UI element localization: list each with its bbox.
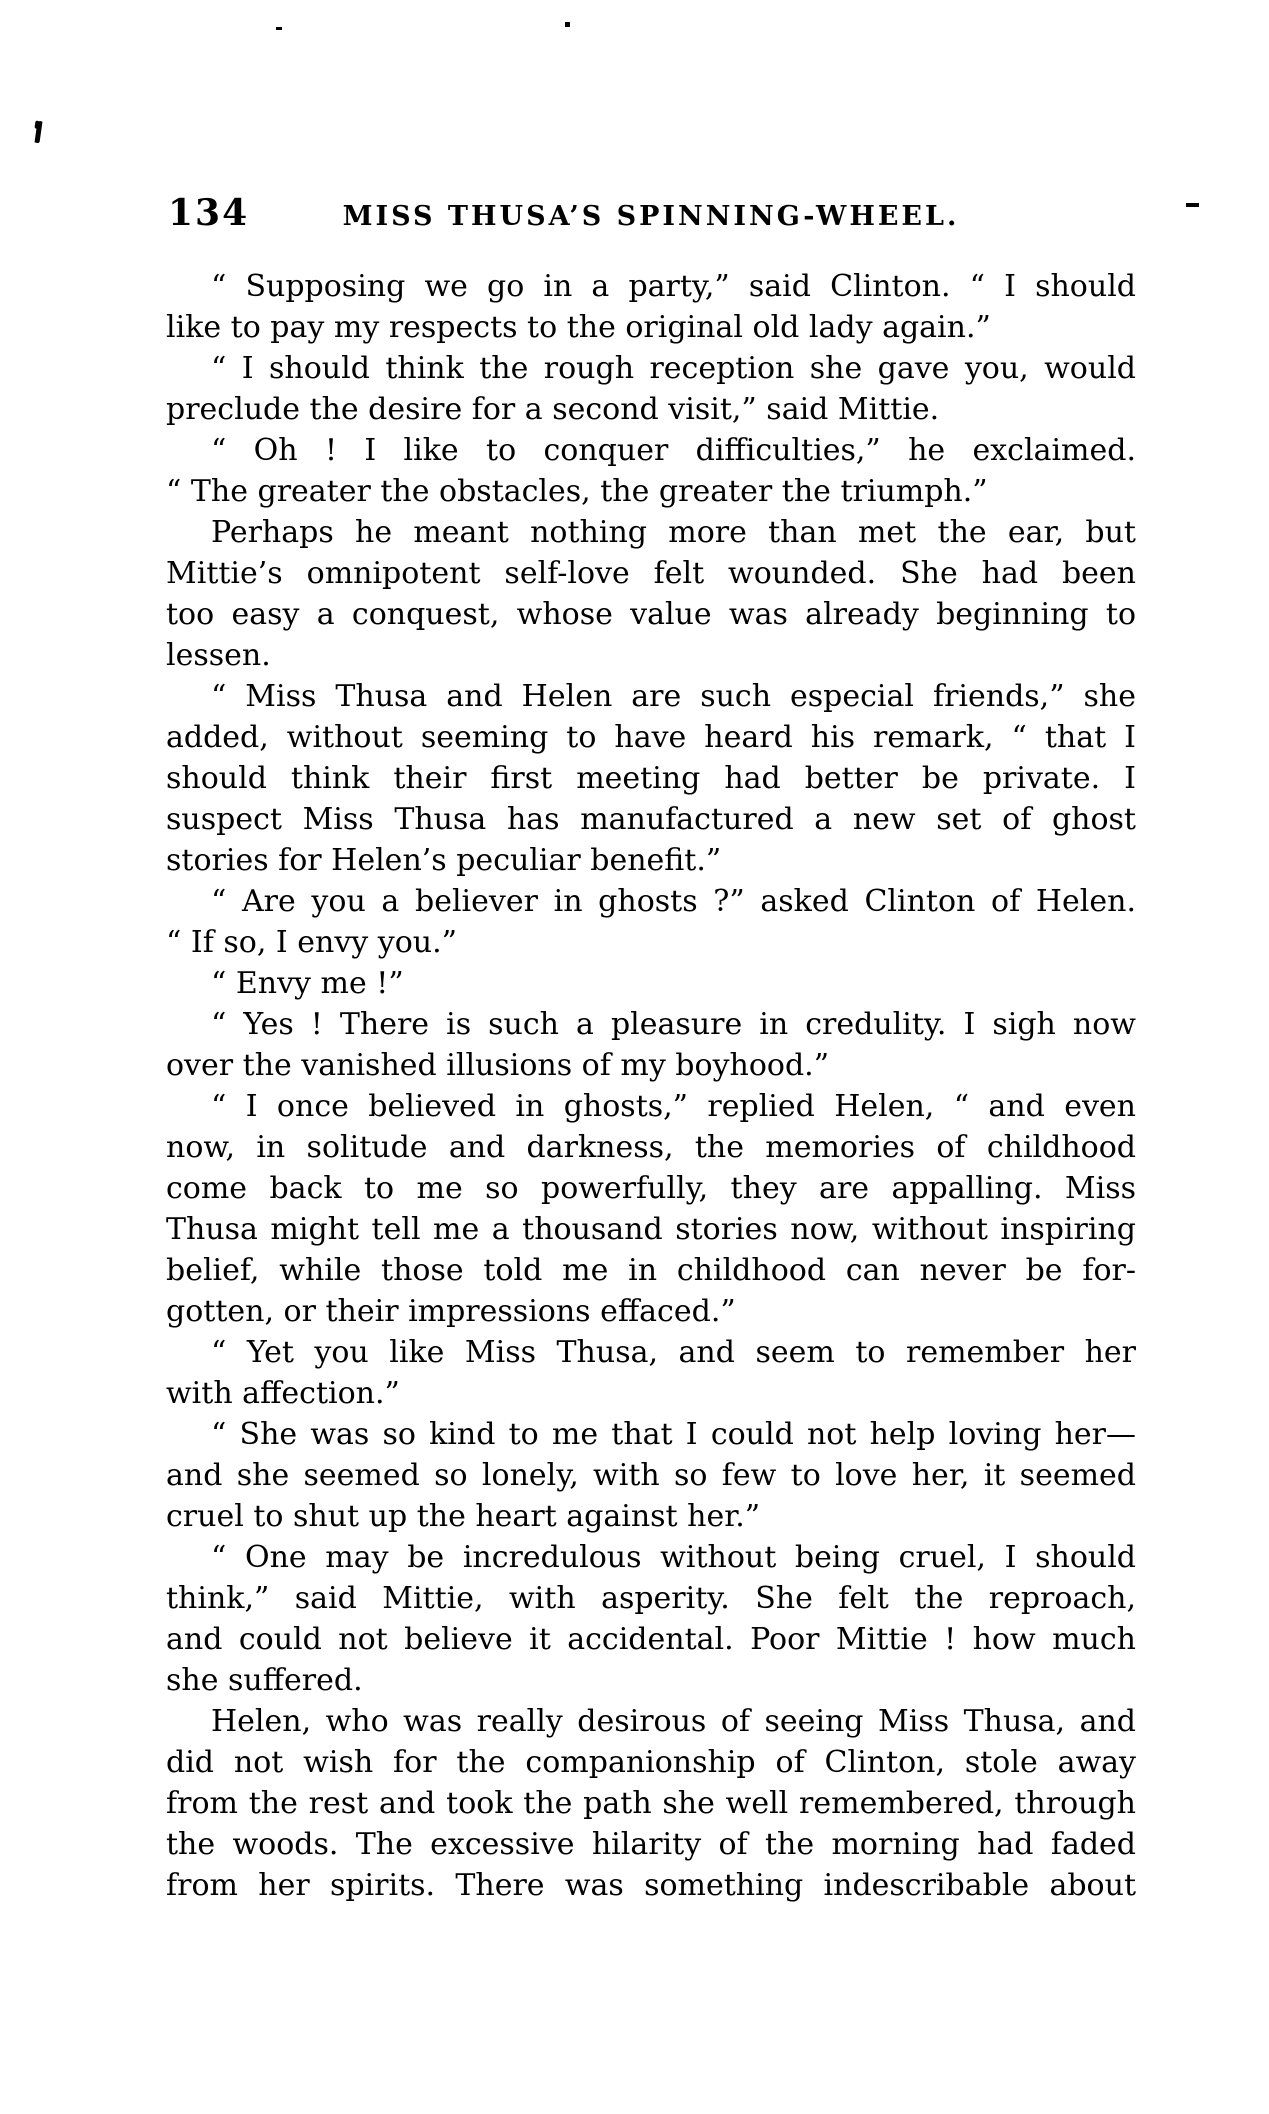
text-line: over the vanished illusions of my boyhood.”: [166, 1048, 830, 1083]
text-line: “ Are you a believer in ghosts ?” asked Clinton of Helen.: [211, 884, 1136, 919]
text-line: “ She was so kind to me that I could not help loving her—: [211, 1417, 1136, 1452]
text-line: suspect Miss Thusa has manufactured a new set of ghost: [166, 802, 1136, 837]
ink-speck-right: [565, 22, 570, 27]
text-line: “ Oh ! I like to conquer difficulties,” he exclaimed.: [211, 433, 1136, 468]
text-line: think,” said Mittie, with asperity. She felt the reproach,: [166, 1581, 1136, 1616]
margin-dash-mark: [1186, 203, 1199, 207]
paragraph: [166, 266, 1136, 348]
text-line: “ If so, I envy you.”: [166, 925, 457, 960]
running-head: [166, 192, 1136, 240]
page-number: 134: [168, 192, 250, 234]
text-line: come back to me so powerfully, they are appalling. Miss: [166, 1171, 1136, 1206]
text-line: now, in solitude and darkness, the memories of childhood: [166, 1130, 1136, 1165]
text-line: too easy a conquest, whose value was already beginning to: [166, 597, 1136, 632]
text-line: and she seemed so lonely, with so few to love her, it seemed: [166, 1458, 1136, 1493]
text-line: “ Miss Thusa and Helen are such especial friends,” she: [211, 679, 1136, 714]
text-line: lessen.: [166, 638, 271, 673]
text-line: the woods. The excessive hilarity of the morning had faded: [166, 1827, 1136, 1862]
page-body: [166, 266, 1136, 1906]
text-line: she suffered.: [166, 1663, 363, 1698]
paragraph: [166, 1332, 1136, 1414]
text-line: belief, while those told me in childhood can never be for-: [166, 1253, 1136, 1288]
text-line: from her spirits. There was something indescribable about: [166, 1868, 1136, 1903]
text-line: “ Yes ! There is such a pleasure in credulity. I sigh now: [211, 1007, 1136, 1042]
text-line: with affection.”: [166, 1376, 400, 1411]
text-line: like to pay my respects to the original old lady again.”: [166, 310, 991, 345]
running-title: MISS THUSA’S SPINNING-WHEEL.: [342, 201, 960, 232]
paragraph: [166, 348, 1136, 430]
text-line: “ I should think the rough reception she gave you, would: [211, 351, 1136, 386]
text-line: “ One may be incredulous without being cruel, I should: [211, 1540, 1136, 1575]
text-line: did not wish for the companionship of Clinton, stole away: [166, 1745, 1136, 1780]
text-line: “ Envy me !”: [211, 966, 404, 1001]
text-line: from the rest and took the path she well remembered, through: [166, 1786, 1136, 1821]
paragraph: [166, 1004, 1136, 1086]
text-line: “ I once believed in ghosts,” replied Helen, “ and even: [211, 1089, 1136, 1124]
text-line: preclude the desire for a second visit,” said Mittie.: [166, 392, 940, 427]
text-line: Helen, who was really desirous of seeing Miss Thusa, and: [211, 1704, 1136, 1739]
paragraph: [166, 1414, 1136, 1537]
text-line: gotten, or their impressions effaced.”: [166, 1294, 736, 1329]
paragraph: [166, 963, 1136, 1004]
text-line: Perhaps he meant nothing more than met the ear, but: [211, 515, 1136, 550]
text-line: stories for Helen’s peculiar benefit.”: [166, 843, 722, 878]
text-line: Thusa might tell me a thousand stories now, without inspiring: [166, 1212, 1136, 1247]
text-line: cruel to shut up the heart against her.”: [166, 1499, 761, 1534]
paragraph: [166, 881, 1136, 963]
text-line: “ The greater the obstacles, the greater the triumph.”: [166, 474, 988, 509]
paragraph: [166, 676, 1136, 881]
text-line: should think their first meeting had better be private. I: [166, 761, 1136, 796]
paragraph: [166, 1086, 1136, 1332]
ink-speck-left: [276, 27, 282, 30]
paragraph: [166, 1701, 1136, 1906]
text-line: “ Yet you like Miss Thusa, and seem to remember her: [211, 1335, 1136, 1370]
paragraph: [166, 512, 1136, 676]
paragraph: [166, 1537, 1136, 1701]
text-line: and could not believe it accidental. Poor Mittie ! how much: [166, 1622, 1136, 1657]
text-line: “ Supposing we go in a party,” said Clinton. “ I should: [211, 269, 1136, 304]
ink-stroke-mark: [34, 121, 42, 143]
text-line: Mittie’s omnipotent self-love felt wounded. She had been: [166, 556, 1136, 591]
paragraph: [166, 430, 1136, 512]
text-line: added, without seeming to have heard his remark, “ that I: [166, 720, 1136, 755]
